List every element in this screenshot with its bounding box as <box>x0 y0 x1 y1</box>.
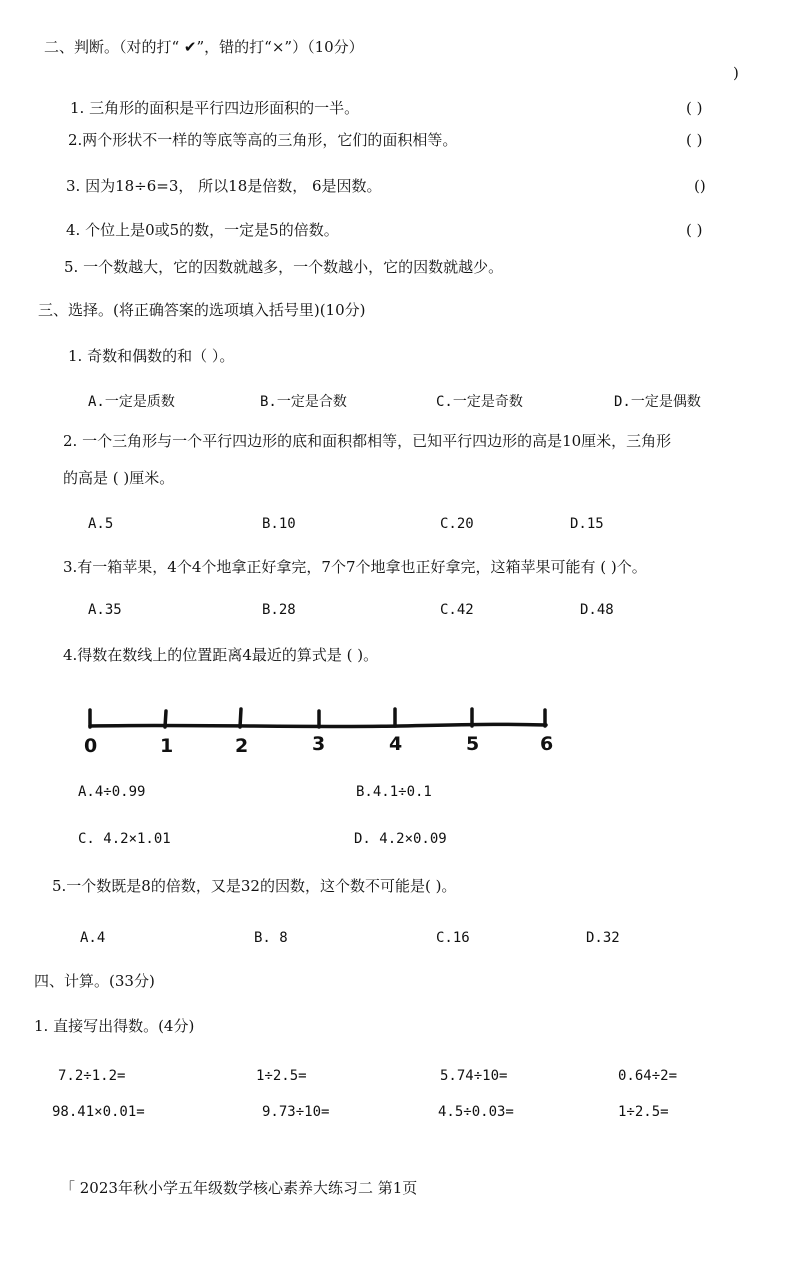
judge-item-1: 1. 三角形的面积是平行四边形面积的一半。 <box>70 99 360 117</box>
choice-q4-option-b[interactable]: B.4.1÷0.1 <box>356 784 432 800</box>
choice-q2-option-d[interactable]: D.15 <box>570 516 604 532</box>
number-line-label-5: 5 <box>466 733 480 755</box>
calc-row1-item-3: 5.74÷10= <box>440 1068 508 1084</box>
choice-q5-option-c[interactable]: C.16 <box>436 930 470 946</box>
calc-sub-heading: 1. 直接写出得数。(4分) <box>34 1017 195 1035</box>
judge-item-2-bracket[interactable]: ( ) <box>686 131 703 149</box>
choice-q1-option-c[interactable]: C.一定是奇数 <box>436 394 523 410</box>
number-line-label-1: 1 <box>160 735 174 757</box>
choice-q4-option-a[interactable]: A.4÷0.99 <box>78 784 146 800</box>
judge-item-2: 2.两个形状不一样的等底等高的三角形，它们的面积相等。 <box>68 131 458 149</box>
judge-item-3: 3. 因为18÷6=3， 所以18是倍数， 6是因数。 <box>66 177 382 195</box>
choice-q2-option-b[interactable]: B.10 <box>262 516 296 532</box>
judge-item-4-bracket[interactable]: ( ) <box>686 221 703 239</box>
choice-q4-stem: 4.得数在数线上的位置距离4最近的算式是 ( )。 <box>63 646 379 664</box>
judge-item-3-bracket[interactable]: () <box>694 177 706 195</box>
choice-q1-stem: 1. 奇数和偶数的和（ ）。 <box>68 347 235 365</box>
choice-q4-option-d[interactable]: D. 4.2×0.09 <box>354 831 447 847</box>
number-line-label-0: 0 <box>84 735 98 757</box>
judge-item-5: 5. 一个数越大，它的因数就越多，一个数越小，它的因数就越少。 <box>64 258 504 276</box>
choice-q5-option-d[interactable]: D.32 <box>586 930 620 946</box>
stray-bracket: ) <box>733 64 739 82</box>
choice-q1-option-d[interactable]: D.一定是偶数 <box>614 394 701 410</box>
choice-q5-option-b[interactable]: B. 8 <box>254 930 288 946</box>
calc-row2-item-1: 98.41×0.01= <box>52 1104 145 1120</box>
choice-q1-option-b[interactable]: B.一定是合数 <box>260 394 347 410</box>
choice-q5-option-a[interactable]: A.4 <box>80 930 106 946</box>
choice-q3-option-d[interactable]: D.48 <box>580 602 614 618</box>
judge-item-4: 4. 个位上是0或5的数，一定是5的倍数。 <box>66 221 339 239</box>
choice-q3-option-b[interactable]: B.28 <box>262 602 296 618</box>
number-line-label-6: 6 <box>540 733 554 755</box>
choice-q2-stem-line1: 2. 一个三角形与一个平行四边形的底和面积都相等，已知平行四边形的高是10厘米，三角形 <box>63 432 672 450</box>
choice-q3-option-c[interactable]: C.42 <box>440 602 474 618</box>
number-line-label-4: 4 <box>389 733 403 755</box>
number-line-label-3: 3 <box>312 733 326 755</box>
choice-q2-option-a[interactable]: A.5 <box>88 516 114 532</box>
choice-q4-option-c[interactable]: C. 4.2×1.01 <box>78 831 171 847</box>
choice-q3-stem: 3.有一箱苹果，4个4个地拿正好拿完，7个7个地拿也正好拿完，这箱苹果可能有 ( )个。 <box>63 558 647 576</box>
calc-row2-item-3: 4.5÷0.03= <box>438 1104 514 1120</box>
number-line-label-2: 2 <box>235 735 249 757</box>
choice-q2-stem-line2: 的高是 ( )厘米。 <box>63 469 175 487</box>
calc-row2-item-4: 1÷2.5= <box>618 1104 669 1120</box>
choice-q1-option-a[interactable]: A.一定是质数 <box>88 394 175 410</box>
section-choice-heading: 三、选择。(将正确答案的选项填入括号里)(10分) <box>38 301 366 319</box>
judge-item-1-bracket[interactable]: ( ) <box>686 99 703 117</box>
choice-q3-option-a[interactable]: A.35 <box>88 602 122 618</box>
choice-q2-option-c[interactable]: C.20 <box>440 516 474 532</box>
page-footer: 「 2023年秋小学五年级数学核心素养大练习二 第1页 <box>60 1179 418 1197</box>
calc-row2-item-2: 9.73÷10= <box>262 1104 330 1120</box>
number-line <box>70 700 570 760</box>
calc-row1-item-4: 0.64÷2= <box>618 1068 678 1084</box>
number-line-tick-2 <box>240 709 241 727</box>
section-calc-heading: 四、计算。(33分) <box>34 972 155 990</box>
choice-q5-stem: 5.一个数既是8的倍数，又是32的因数，这个数不可能是( )。 <box>52 877 457 895</box>
section-judge-heading: 二、判断。（对的打“ ✔”，错的打“×”）（10分） <box>44 38 364 56</box>
calc-row1-item-1: 7.2÷1.2= <box>58 1068 126 1084</box>
number-line-tick-1 <box>165 711 166 727</box>
calc-row1-item-2: 1÷2.5= <box>256 1068 307 1084</box>
